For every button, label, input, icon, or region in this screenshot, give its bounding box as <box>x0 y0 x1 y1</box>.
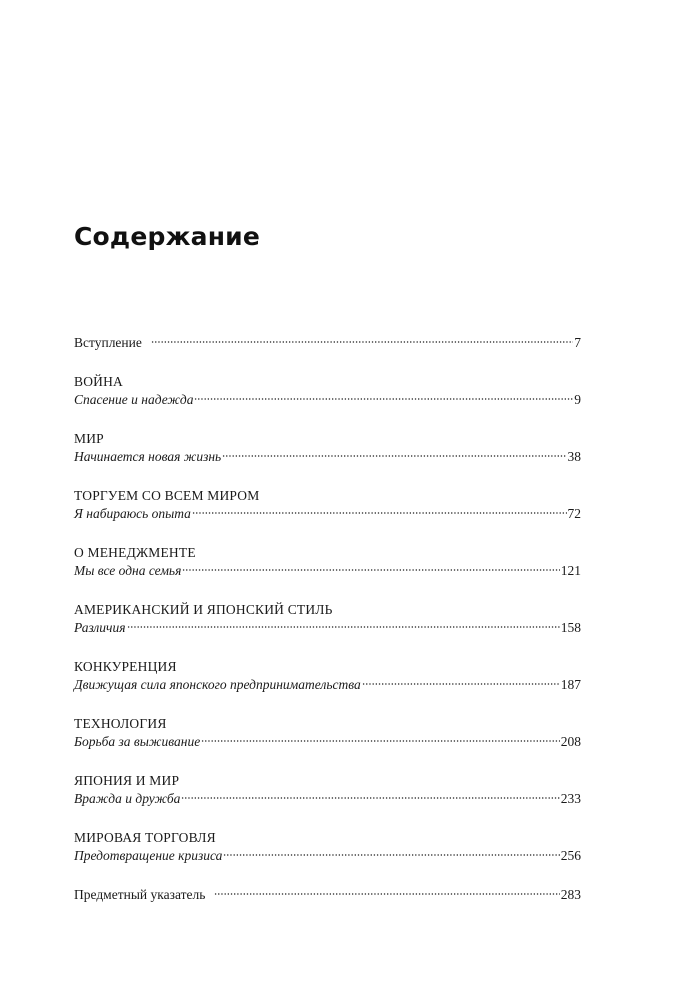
toc-section-heading: МИРОВАЯ ТОРГОВЛЯ <box>74 830 216 845</box>
toc-page-number: 187 <box>560 677 581 692</box>
toc-page-number: 72 <box>567 506 581 521</box>
table-of-contents <box>74 334 581 904</box>
toc-page-number: 283 <box>560 887 581 902</box>
toc-section-heading: ЯПОНИЯ И МИР <box>74 773 180 788</box>
toc-index <box>74 886 581 904</box>
toc-section-heading: АМЕРИКАНСКИЙ И ЯПОНСКИЙ СТИЛЬ <box>74 602 333 617</box>
toc-entry[interactable] <box>74 391 581 409</box>
toc-entry-label: Я набираюсь опыта <box>74 506 191 521</box>
toc-section-heading: О МЕНЕДЖМЕНТЕ <box>74 545 196 560</box>
page-title: Содержание <box>74 222 261 251</box>
toc-entry[interactable] <box>74 562 581 580</box>
toc-section <box>74 715 581 751</box>
toc-entry-label: Борьба за выживание <box>74 734 201 749</box>
toc-entry[interactable] <box>74 733 581 751</box>
toc-page-number: 256 <box>560 848 581 863</box>
toc-entry-label: Спасение и надежда <box>74 392 194 407</box>
toc-entry-label: Различия <box>74 620 126 635</box>
toc-page-number: 208 <box>560 734 581 749</box>
dot-leader <box>362 682 560 686</box>
toc-entry[interactable] <box>74 847 581 865</box>
toc-section <box>74 430 581 466</box>
toc-section <box>74 373 581 409</box>
toc-entry[interactable] <box>74 505 581 523</box>
toc-entry-label: Предотвращение кризиса <box>74 848 223 863</box>
toc-entry-label: Начинается новая жизнь <box>74 449 222 464</box>
dot-leader <box>194 397 573 401</box>
dot-leader <box>214 892 559 896</box>
toc-entry[interactable] <box>74 619 581 637</box>
toc-page-number: 7 <box>574 335 581 350</box>
toc-page-number: 233 <box>560 791 581 806</box>
toc-entry-label: Предметный указатель <box>74 887 206 902</box>
toc-section <box>74 829 581 865</box>
toc-section <box>74 487 581 523</box>
toc-entry-label: Движущая сила японского предпринимательства <box>74 677 361 692</box>
dot-leader <box>223 853 559 857</box>
toc-entry-label: Вражда и дружба <box>74 791 181 806</box>
toc-page-number: 121 <box>560 563 581 578</box>
dot-leader <box>151 340 573 344</box>
toc-page-number: 38 <box>567 449 581 464</box>
toc-entry-index[interactable] <box>74 886 581 904</box>
toc-section <box>74 658 581 694</box>
toc-section-heading: ТЕХНОЛОГИЯ <box>74 716 167 731</box>
toc-section-heading: ВОЙНА <box>74 374 124 389</box>
toc-entry[interactable] <box>74 448 581 466</box>
toc-section <box>74 544 581 580</box>
toc-section <box>74 601 581 637</box>
toc-page-number: 9 <box>574 392 581 407</box>
toc-intro <box>74 334 581 352</box>
toc-section <box>74 772 581 808</box>
dot-leader <box>192 511 567 515</box>
dot-leader <box>222 454 566 458</box>
toc-section-heading: МИР <box>74 431 104 446</box>
toc-section-heading: ТОРГУЕМ СО ВСЕМ МИРОМ <box>74 488 260 503</box>
toc-entry-intro[interactable] <box>74 334 581 352</box>
toc-entry-label: Мы все одна семья <box>74 563 182 578</box>
dot-leader <box>182 568 559 572</box>
dot-leader <box>201 739 560 743</box>
toc-page-number: 158 <box>560 620 581 635</box>
dot-leader <box>181 796 559 800</box>
toc-entry[interactable] <box>74 676 581 694</box>
toc-section-heading: КОНКУРЕНЦИЯ <box>74 659 177 674</box>
toc-entry[interactable] <box>74 790 581 808</box>
toc-entry-label: Вступление <box>74 335 142 350</box>
dot-leader <box>127 625 560 629</box>
